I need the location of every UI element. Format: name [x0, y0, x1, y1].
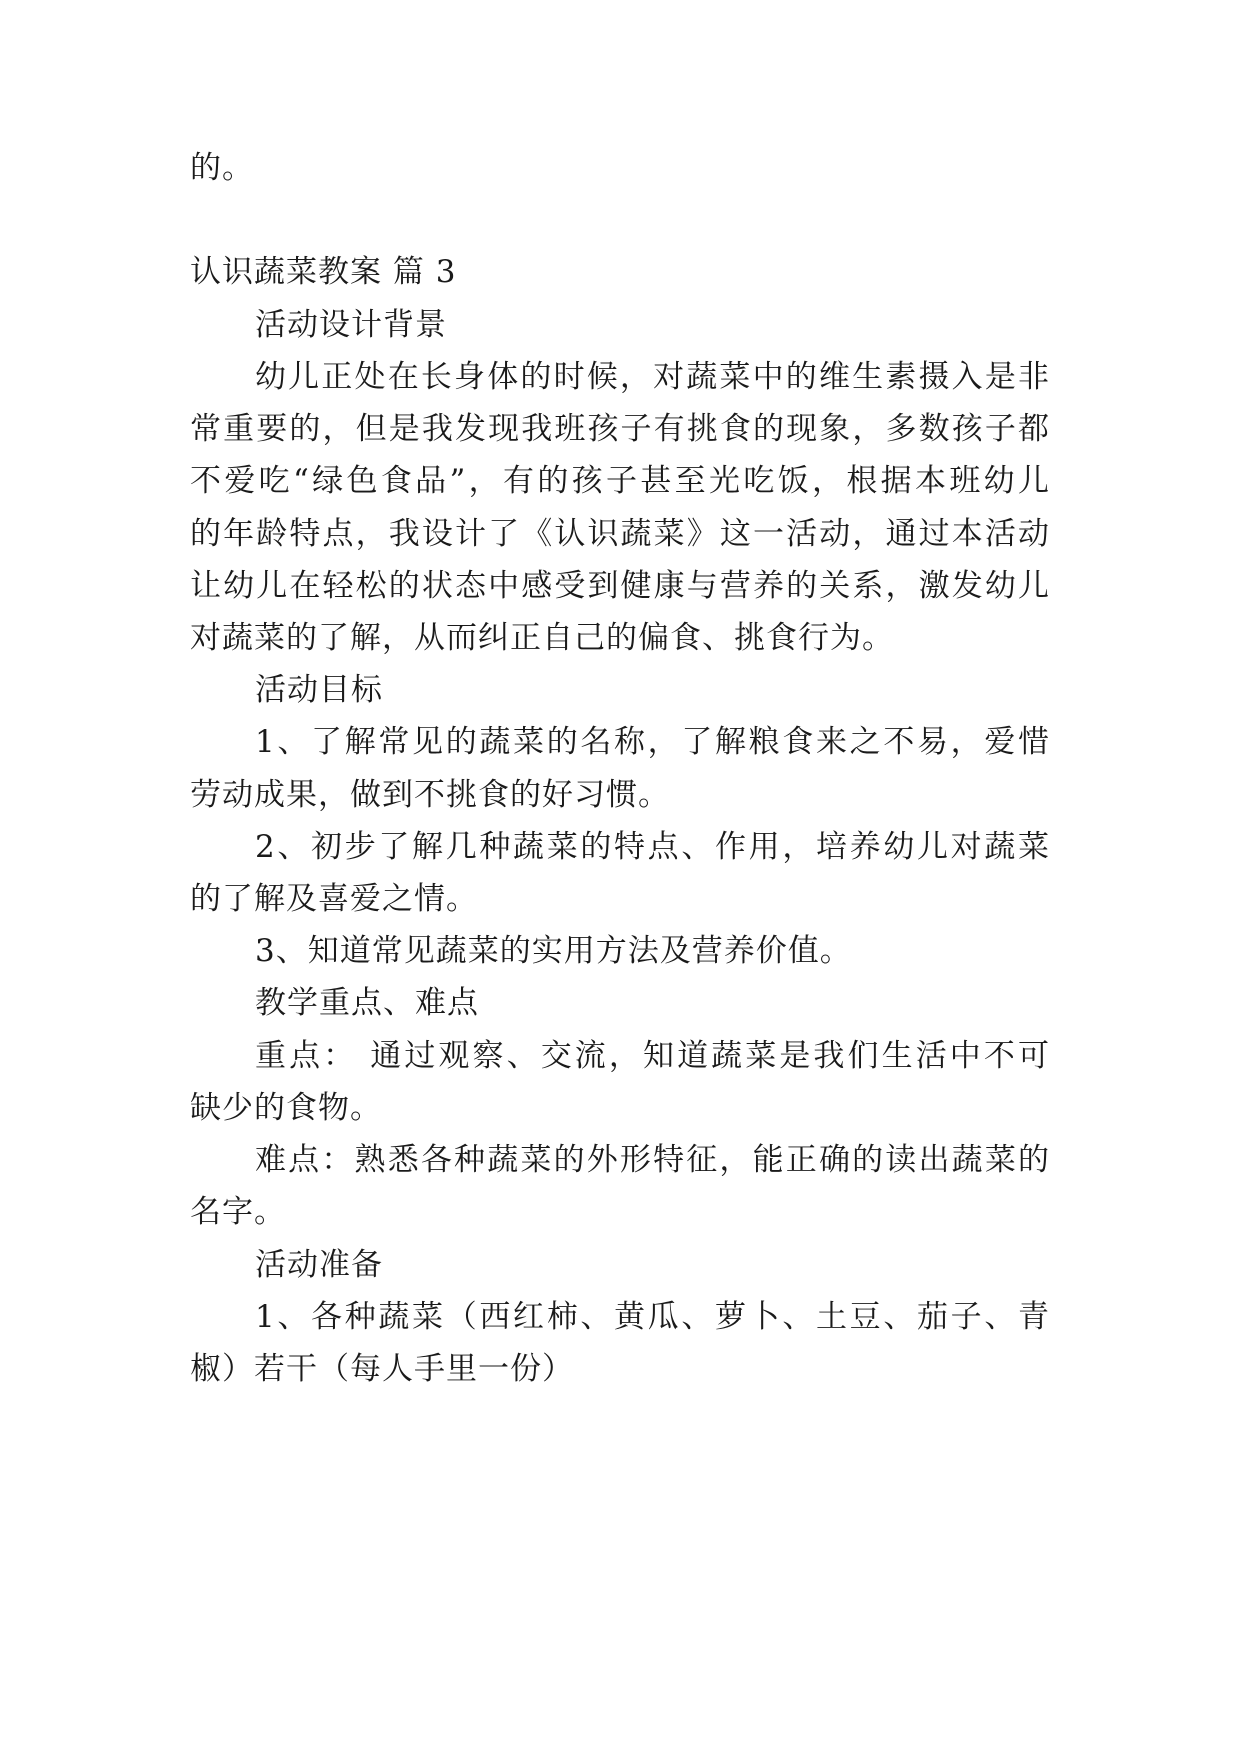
section-title: 认识蔬菜教案 篇 3	[190, 254, 457, 290]
text-line: 缺少的食物。	[190, 1090, 382, 1126]
text-line: 3、知道常见蔬菜的实用方法及营养价值。	[255, 933, 852, 969]
text-line: 名字。	[190, 1194, 286, 1230]
text-line: 常重要的，但是我发现我班孩子有挑食的现象，多数孩子都	[190, 411, 1050, 447]
text-line: 的了解及喜爱之情。	[190, 881, 478, 917]
text-line: 1、各种蔬菜（西红柿、黄瓜、萝卜、土豆、茄子、青	[255, 1299, 1050, 1335]
text-line: 劳动成果，做到不挑食的好习惯。	[190, 777, 670, 813]
subheading: 教学重点、难点	[255, 985, 479, 1021]
text-line: 的。	[190, 150, 254, 186]
text-line: 难点：熟悉各种蔬菜的外形特征，能正确的读出蔬菜的	[255, 1142, 1050, 1178]
text-line: 重点： 通过观察、交流，知道蔬菜是我们生活中不可	[255, 1038, 1050, 1074]
subheading: 活动准备	[255, 1247, 383, 1283]
text-line: 不爱吃“绿色食品”，有的孩子甚至光吃饭，根据本班幼儿	[190, 463, 1050, 499]
text-line: 对蔬菜的了解，从而纠正自己的偏食、挑食行为。	[190, 620, 894, 656]
subheading: 活动目标	[255, 672, 383, 708]
text-line: 的年龄特点，我设计了《认识蔬菜》这一活动，通过本活动	[190, 516, 1050, 552]
text-line: 幼儿正处在长身体的时候，对蔬菜中的维生素摄入是非	[255, 359, 1050, 395]
text-line: 2、初步了解几种蔬菜的特点、作用，培养幼儿对蔬菜	[255, 829, 1050, 865]
text-line: 1、了解常见的蔬菜的名称，了解粮食来之不易，爱惜	[255, 724, 1050, 760]
text-line: 让幼儿在轻松的状态中感受到健康与营养的关系，激发幼儿	[190, 568, 1050, 604]
text-line: 椒）若干（每人手里一份）	[190, 1351, 574, 1387]
subheading: 活动设计背景	[255, 307, 447, 343]
